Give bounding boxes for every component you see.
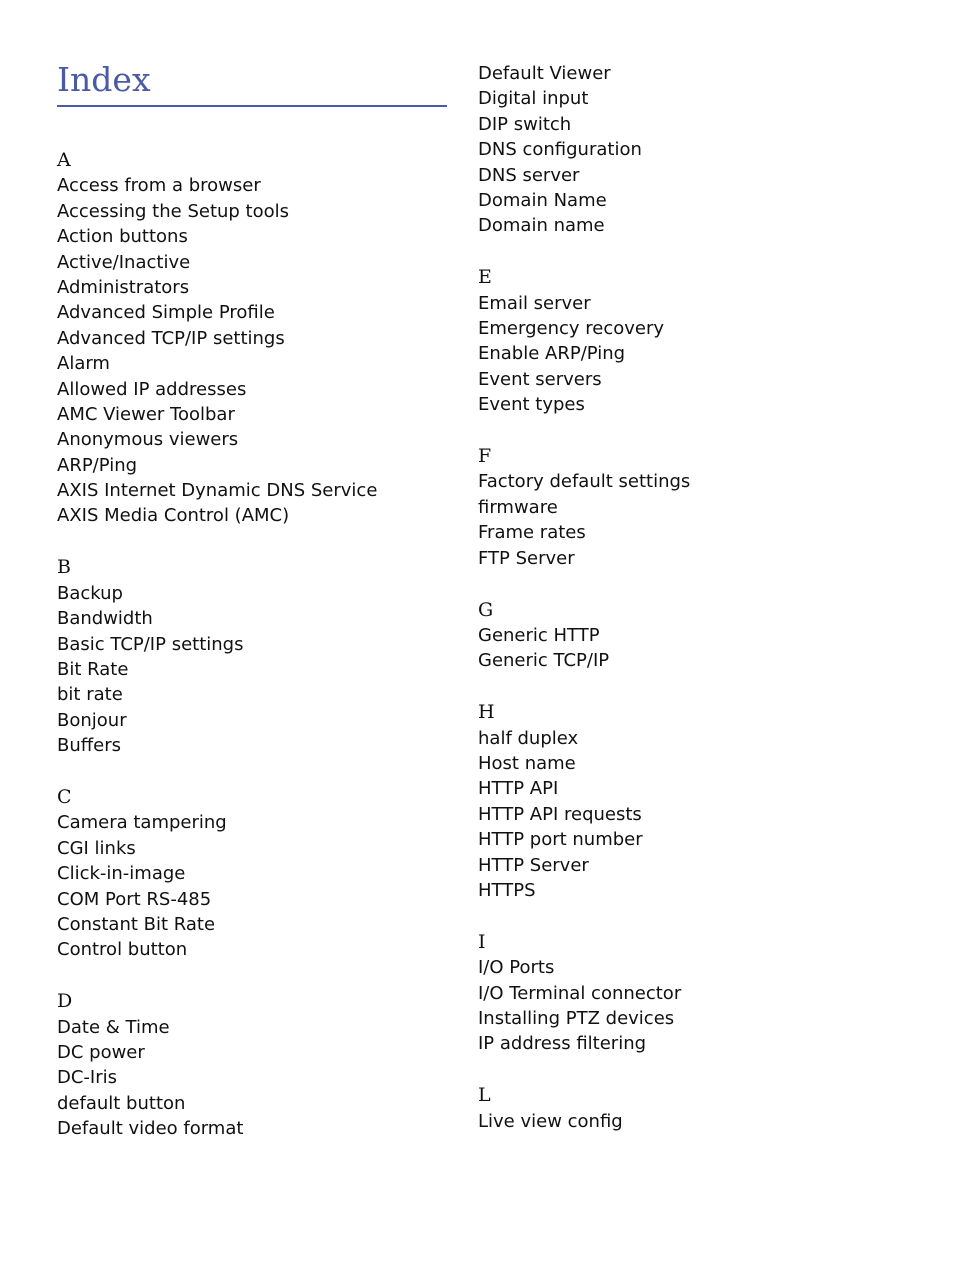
index-entry: Emergency recovery [478, 318, 665, 340]
index-entry: Installing PTZ devices [478, 1008, 675, 1029]
index-entry: Click-in-image [57, 863, 186, 885]
index-entry: Frame rates [478, 522, 586, 544]
index-entry: Date & Time [57, 1016, 170, 1038]
index-entry: COM Port RS-485 [57, 888, 212, 910]
index-entry: AXIS Media Control (AMC) [57, 505, 290, 527]
index-entry: Access from a browser [57, 175, 261, 197]
index-entry: HTTP port number [478, 829, 643, 851]
section-letter: I [478, 930, 486, 953]
index-entry: Active/Inactive [57, 251, 191, 273]
index-entry: default button [57, 1092, 186, 1114]
index-right-column [478, 61, 898, 1161]
index-entry: DNS configuration [478, 139, 642, 161]
index-entry: Digital input [478, 88, 589, 110]
section-letter: F [478, 445, 492, 468]
index-entry: Advanced Simple Profile [57, 302, 275, 324]
index-section [478, 61, 898, 239]
index-entry: Backup [57, 582, 123, 604]
index-entry: Generic HTTP [478, 624, 600, 646]
index-entry: DIP switch [478, 113, 572, 135]
section-letter: H [478, 701, 495, 724]
index-entry: Alarm [57, 353, 110, 375]
index-entry: half duplex [478, 727, 579, 749]
index-entry: Action buttons [57, 226, 188, 248]
index-entry: Domain Name [478, 189, 607, 211]
index-entry: Accessing the Setup tools [57, 200, 290, 222]
index-entry: Generic TCP/IP [478, 650, 610, 672]
index-entry: AMC Viewer Toolbar [57, 403, 235, 425]
index-entry: I/O Terminal connector [478, 982, 682, 1004]
index-entry: ARP/Ping [57, 454, 138, 476]
index-entry: Buffers [57, 735, 122, 757]
index-entry: Basic TCP/IP settings [57, 633, 244, 655]
index-entry: HTTP API requests [478, 803, 642, 825]
index-entry: firmware [478, 496, 558, 518]
index-entry: bit rate [57, 684, 123, 706]
section-letter: G [478, 598, 494, 621]
index-left-column [57, 148, 477, 1168]
index-entry: Live view config [478, 1110, 623, 1132]
index-entry: Constant Bit Rate [57, 913, 216, 935]
index-entry: Host name [478, 752, 576, 774]
section-letter: B [57, 556, 71, 579]
index-entry: Enable ARP/Ping [478, 343, 626, 365]
page-title: Index [57, 60, 151, 99]
section-letter: D [57, 990, 73, 1013]
index-entry: DC-Iris [57, 1067, 118, 1089]
section-letter: E [478, 266, 492, 289]
index-entry: HTTPS [478, 879, 536, 901]
index-entry: Bonjour [57, 709, 127, 731]
index-section [478, 700, 898, 903]
index-entry: Control button [57, 939, 188, 961]
section-letter: L [478, 1084, 491, 1107]
index-entry: Administrators [57, 276, 190, 298]
index-section [478, 598, 898, 674]
index-entry: CGI links [57, 837, 136, 859]
title-underline [57, 105, 447, 107]
index-section [478, 930, 898, 1057]
index-section [478, 444, 898, 571]
index-section [478, 1083, 898, 1134]
index-entry: Domain name [478, 215, 605, 237]
index-section [57, 555, 477, 758]
index-entry: Email server [478, 292, 591, 314]
index-entry: Allowed IP addresses [57, 378, 247, 400]
index-entry: Camera tampering [57, 812, 227, 834]
index-entry: DNS server [478, 164, 580, 186]
index-entry: Default video format [57, 1118, 244, 1140]
index-entry: AXIS Internet Dynamic DNS Service [57, 480, 378, 502]
index-entry: Anonymous viewers [57, 429, 239, 451]
index-entry: Event types [478, 394, 585, 416]
index-entry: HTTP Server [478, 854, 589, 876]
index-section [57, 989, 477, 1141]
index-entry: FTP Server [478, 547, 575, 569]
index-section [478, 265, 898, 417]
section-letter: A [57, 149, 71, 171]
index-entry: Default Viewer [478, 63, 611, 84]
index-entry: Factory default settings [478, 471, 691, 493]
index-entry: I/O Ports [478, 957, 555, 979]
index-entry: Bit Rate [57, 658, 129, 680]
index-section [57, 785, 477, 963]
index-entry: HTTP API [478, 778, 559, 800]
index-entry: Bandwidth [57, 608, 153, 630]
index-entry: Event servers [478, 368, 602, 390]
index-entry: IP address filtering [478, 1033, 647, 1055]
index-entry: Advanced TCP/IP settings [57, 327, 285, 349]
section-letter: C [57, 785, 72, 808]
index-entry: DC power [57, 1042, 145, 1063]
index-section [57, 148, 477, 529]
